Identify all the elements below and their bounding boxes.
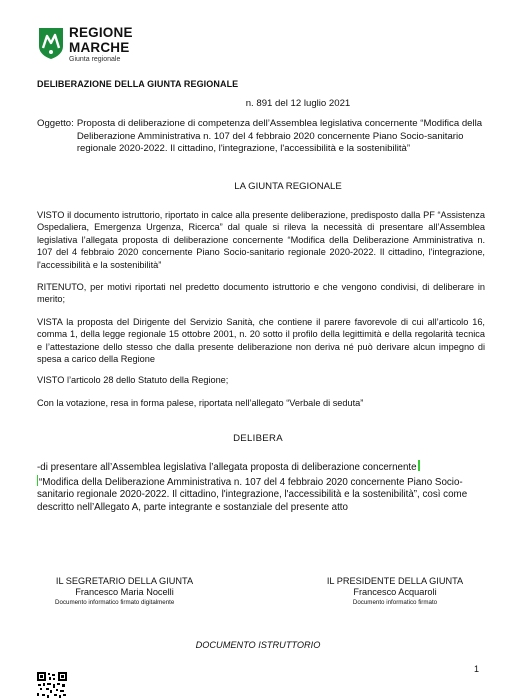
qr-code-icon xyxy=(37,672,67,700)
logo-line2: MARCHE xyxy=(69,39,130,55)
document-title: DELIBERAZIONE DELLA GIUNTA REGIONALE xyxy=(37,79,239,89)
decision-line1: -di presentare all’Assemblea legislativa l’allegata proposta di deliberazione concernente xyxy=(37,462,417,473)
deliberation-number-date: n. 891 del 12 luglio 2021 xyxy=(245,98,351,109)
paragraph-votazione: Con la votazione, resa in forma palese, riportata nell’allegato “Verbale di seduta” xyxy=(37,398,364,408)
logo-line1: REGIONE xyxy=(69,25,133,40)
secretary-name: Francesco Maria Nocelli xyxy=(75,587,174,597)
subject-block xyxy=(37,118,487,156)
logo-text xyxy=(69,26,133,63)
text-cursor-marker-2 xyxy=(37,475,38,486)
secretary-signature-note: Documento informatico firmato digitalmente xyxy=(55,599,175,606)
president-role: IL PRESIDENTE DELLA GIUNTA xyxy=(326,576,464,586)
paragraph-vista-proposta: VISTA la proposta del Dirigente del Servizio Sanità, che contiene il parere favorevole di cui all’articolo 16, comma 1, della legge regionale 15 ottobre 2001, n. 20 sotto il profilo della legittimità e della regolarità tecnica e l’attestazione dello stesso che dalla presente deliberazione non deriva né può derivare alcun impegno di spesa a carico della Regione xyxy=(37,317,485,365)
regione-marche-logo xyxy=(37,26,133,66)
documento-istruttorio-heading: DOCUMENTO ISTRUTTORIO xyxy=(195,640,321,650)
subject-text: Proposta di deliberazione di competenza dell’Assemblea legislativa concernente “Modifica della Deliberazione Amministrativa n. 107 del 4 febbraio 2020 concernente Piano Socio-sanitario regionale 2020-2022. Il cittadino, l'integrazione, l'accessibilità e la sostenibilità” xyxy=(76,118,483,154)
text-cursor-marker xyxy=(418,460,420,471)
page-number: 1 xyxy=(474,664,480,674)
decision-rest: “Modifica della Deliberazione Amministrativa n. 107 del 4 febbraio 2020 concernente Piano Socio-sanitario regionale 2020-2022. Il cittadino, l'integrazione, l'accessibilità e la sostenibilità”, così come descritto nell’Allegato A, parte integrante e sostanziale del presente atto xyxy=(37,476,468,513)
paragraph-visto-documento: VISTO il documento istruttorio, riportato in calce alla presente deliberazione, predisposto dalla PF “Assistenza Ospedaliera, Emergenza Urgenza, Ricerca” dal quale si rileva la necessità di presentare all’Assemblea legislativa l’allegata proposta di deliberazione concernente “Modifica della Deliberazione Amministrativa n. 107 del 4 febbraio 2020 concernente Piano Socio-sanitario regionale 2020-2022. Il cittadino, l'integrazione, l'accessibilità e la sostenibilità” xyxy=(37,210,485,270)
subject-label: Oggetto: xyxy=(37,118,74,129)
delibera-heading: DELIBERA xyxy=(233,433,283,444)
president-signature-note: Documento informatico firmato xyxy=(352,599,438,606)
decision-text xyxy=(37,460,487,514)
president-name: Francesco Acquaroli xyxy=(353,587,437,597)
paragraph-visto-statuto: VISTO l’articolo 28 dello Statuto della Regione; xyxy=(37,375,229,385)
logo-subtitle: Giunta regionale xyxy=(69,56,121,63)
signature-president xyxy=(305,576,485,607)
regione-marche-emblem-icon xyxy=(37,26,65,60)
paragraph-ritenuto: RITENUTO, per motivi riportati nel predetto documento istruttorio e che vengono condivisi, di deliberare in merito; xyxy=(37,282,485,305)
secretary-role: IL SEGRETARIO DELLA GIUNTA xyxy=(55,576,194,586)
giunta-heading: LA GIUNTA REGIONALE xyxy=(234,181,342,192)
signature-secretary xyxy=(37,576,212,607)
